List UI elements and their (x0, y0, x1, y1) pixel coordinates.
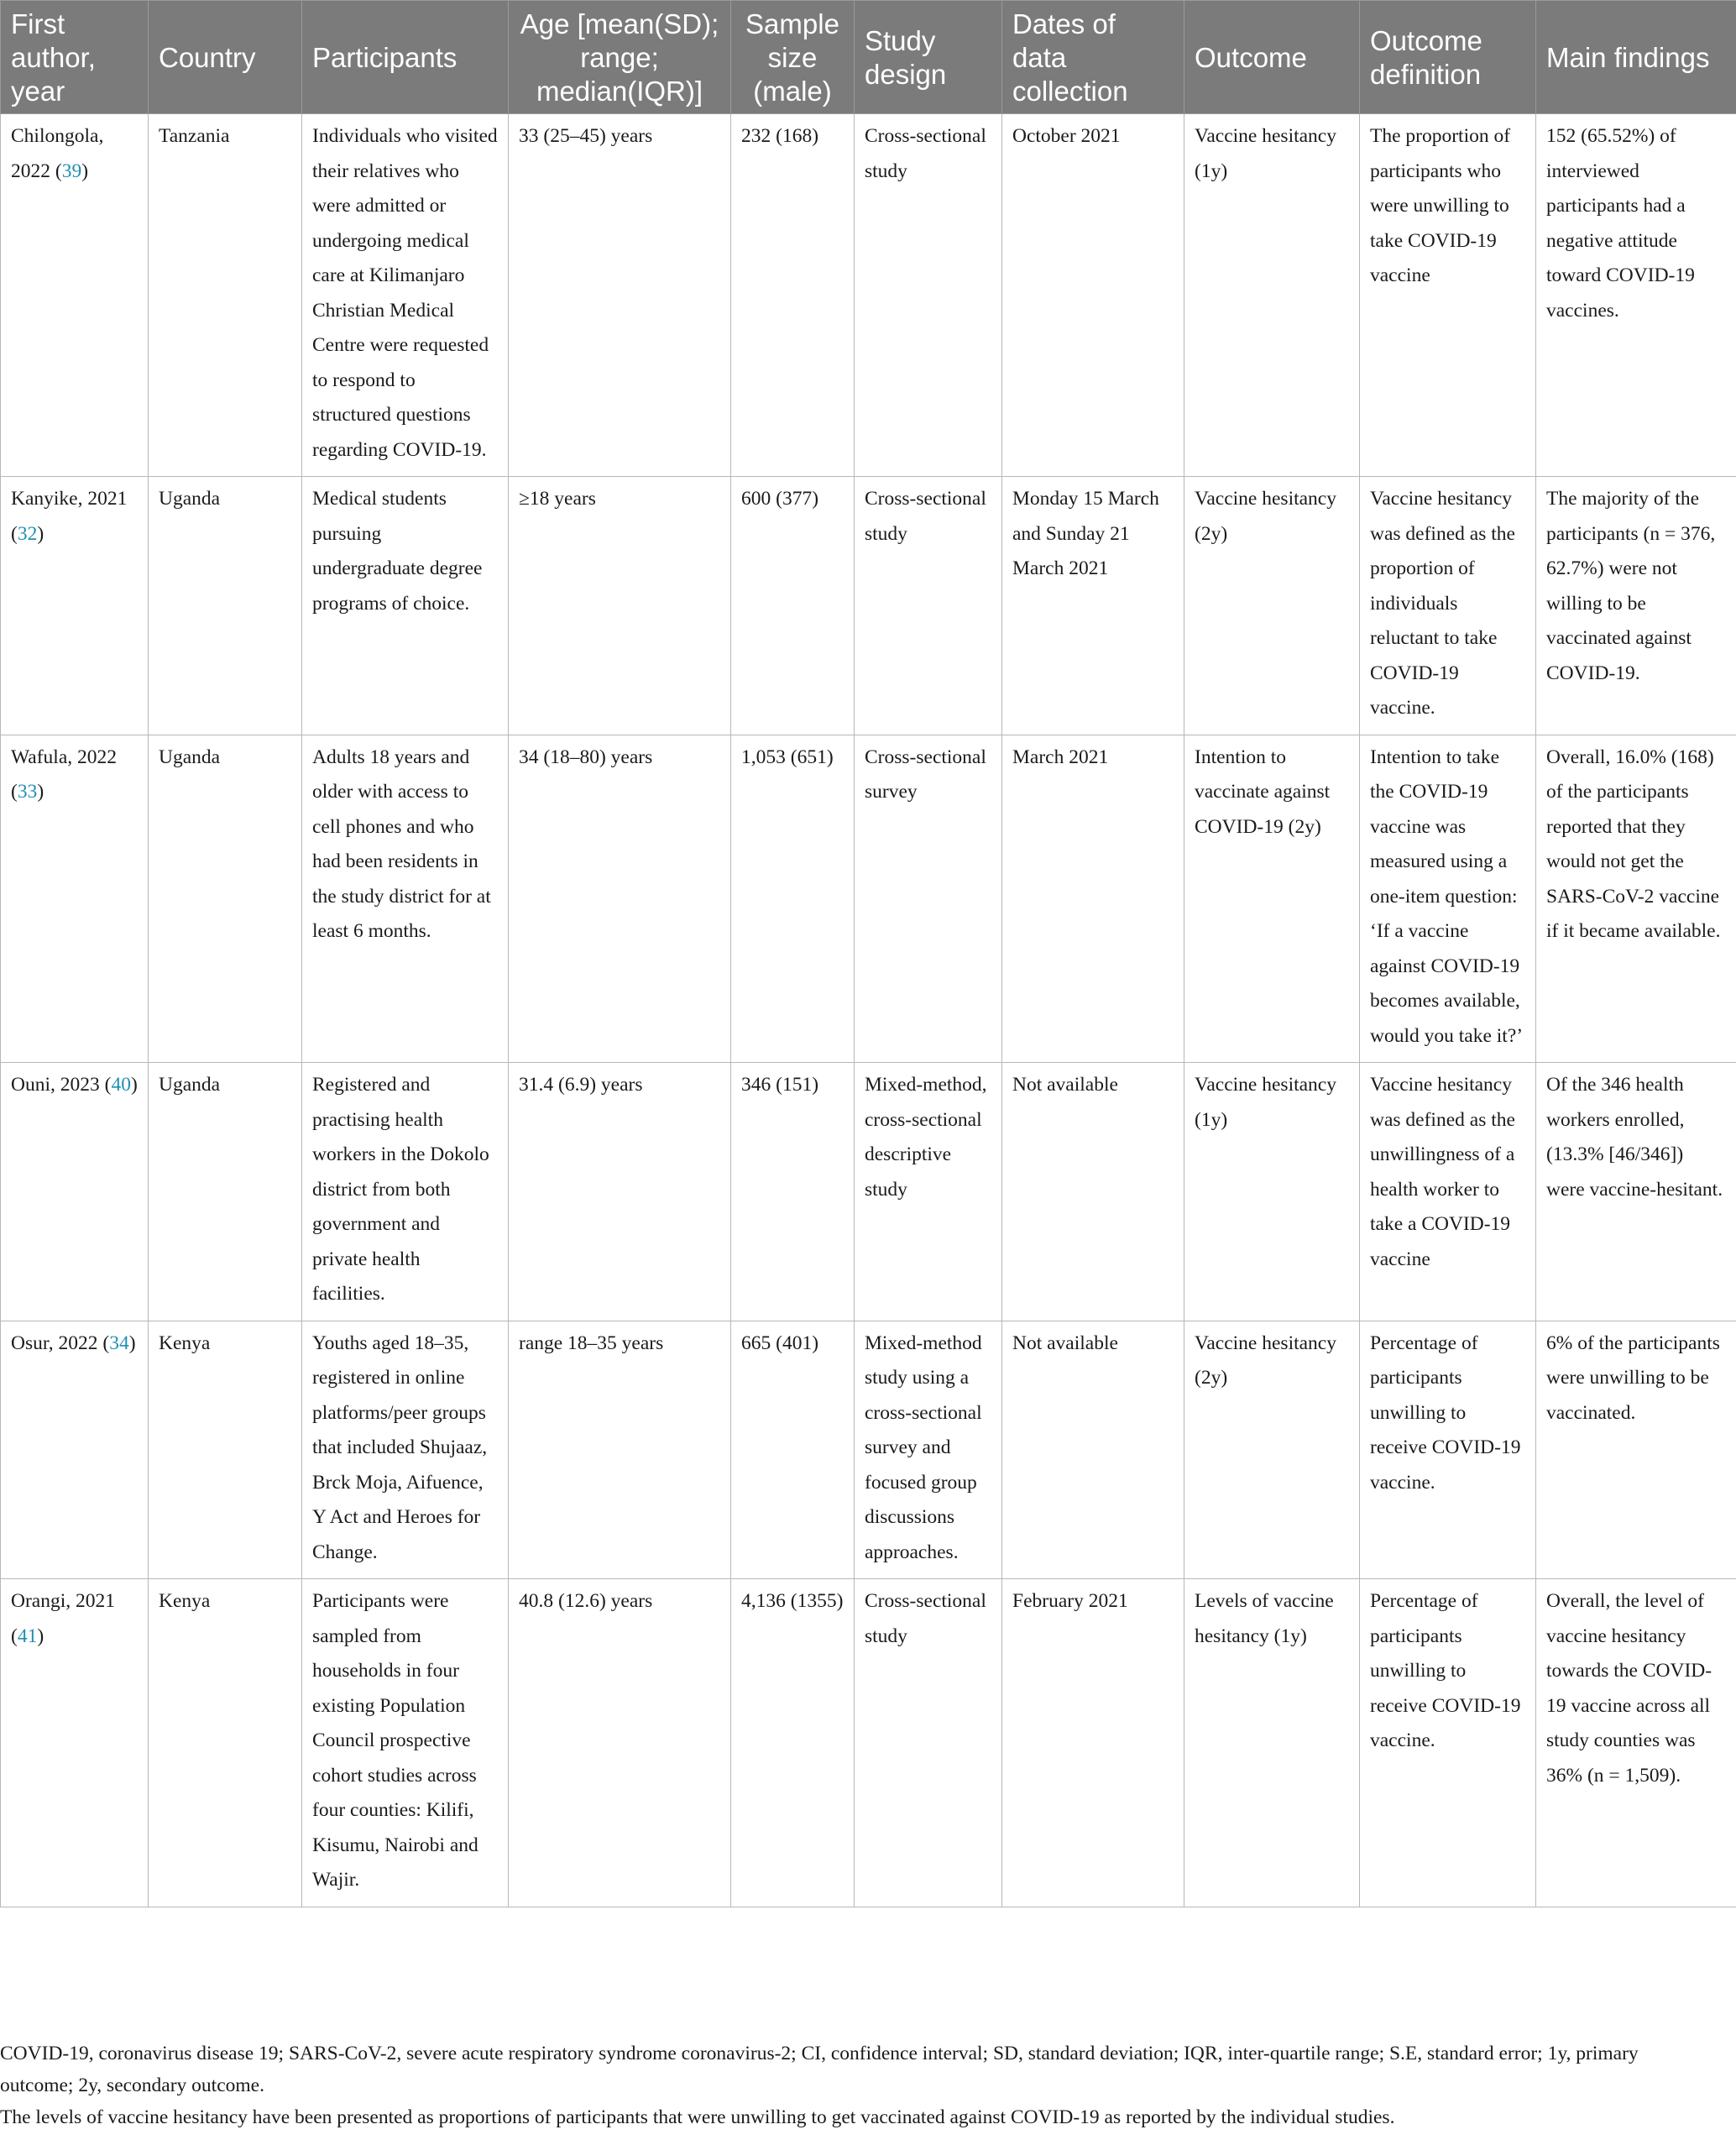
age-cell: 34 (18–80) years (509, 735, 731, 1063)
author-text: Kanyike, 2021 ( (11, 488, 128, 545)
participants-cell: Individuals who visited their relatives who were admitted or undergoing medical care at Kilimanjaro Christian Medical Centre were requested to respond to structured questions regarding COVID-19. (302, 114, 509, 477)
author-text: Osur, 2022 ( (11, 1332, 110, 1354)
reference-link[interactable]: 41 (17, 1625, 38, 1647)
author-cell: Osur, 2022 (34) (1, 1321, 149, 1579)
main-findings-cell: 152 (65.52%) of interviewed participants had a negative attitude toward COVID-19 vaccines. (1536, 114, 1736, 477)
outcome-cell: Vaccine hesitancy (2y) (1184, 477, 1360, 735)
author-cell: Kanyike, 2021 (32) (1, 477, 149, 735)
author-cell: Chilongola, 2022 (39) (1, 114, 149, 477)
sample-size-cell: 1,053 (651) (731, 735, 855, 1063)
age-cell: 33 (25–45) years (509, 114, 731, 477)
main-findings-cell: 6% of the participants were unwilling to be vaccinated. (1536, 1321, 1736, 1579)
age-cell: 40.8 (12.6) years (509, 1579, 731, 1907)
table-footnotes (0, 2038, 1712, 2133)
author-text: Ouni, 2023 ( (11, 1074, 112, 1096)
study-design-cell: Cross-sectional study (855, 1579, 1002, 1907)
col-header-age: Age [mean(SD); range; median(IQR)] (509, 1, 731, 114)
author-cell: Wafula, 2022 (33) (1, 735, 149, 1063)
dates-cell: February 2021 (1002, 1579, 1184, 1907)
outcome-definition-cell: Vaccine hesitancy was defined as the proportion of individuals reluctant to take COVID-19 vaccine. (1360, 477, 1536, 735)
sample-size-cell: 665 (401) (731, 1321, 855, 1579)
author-text: Orangi, 2021 ( (11, 1590, 116, 1647)
study-design-cell: Cross-sectional study (855, 477, 1002, 735)
col-header-outcome-definition: Outcome definition (1360, 1, 1536, 114)
header-row (1, 1, 1736, 114)
author-text: Wafula, 2022 ( (11, 746, 118, 803)
table-row (1, 114, 1736, 477)
participants-cell: Registered and practising health workers in the Dokolo district from both government and private health facilities. (302, 1063, 509, 1321)
table-row (1, 1321, 1736, 1579)
reference-link[interactable]: 32 (17, 522, 38, 545)
country-cell: Kenya (149, 1321, 302, 1579)
outcome-definition-cell: Intention to take the COVID-19 vaccine was measured using a one-item question: ‘If a vaccine against COVID-19 becomes available, would you take it?’ (1360, 735, 1536, 1063)
outcome-cell: Vaccine hesitancy (1y) (1184, 114, 1360, 477)
country-cell: Uganda (149, 1063, 302, 1321)
author-text: Chilongola, 2022 ( (11, 125, 104, 182)
dates-cell: Monday 15 March and Sunday 21 March 2021 (1002, 477, 1184, 735)
study-design-cell: Cross-sectional survey (855, 735, 1002, 1063)
sample-size-cell: 346 (151) (731, 1063, 855, 1321)
participants-cell: Participants were sampled from households in four existing Population Council prospective cohort studies across four counties: Kilifi, Kisumu, Nairobi and Wajir. (302, 1579, 509, 1907)
reference-link[interactable]: 34 (109, 1332, 129, 1354)
sample-size-cell: 600 (377) (731, 477, 855, 735)
hesitancy-note: The levels of vaccine hesitancy have been presented as proportions of participants that were unwilling to get vaccinated against COVID-19 as reported by the individual studies. (0, 2106, 1395, 2128)
main-findings-cell: The majority of the participants (n = 376, 62.7%) were not willing to be vaccinated against COVID-19. (1536, 477, 1736, 735)
main-findings-cell: Of the 346 health workers enrolled, (13.3% [46/346]) were vaccine-hesitant. (1536, 1063, 1736, 1321)
study-design-cell: Mixed-method study using a cross-sectional survey and focused group discussions approaches. (855, 1321, 1002, 1579)
sample-size-cell: 4,136 (1355) (731, 1579, 855, 1907)
participants-cell: Medical students pursuing undergraduate degree programs of choice. (302, 477, 509, 735)
main-findings-cell: Overall, the level of vaccine hesitancy towards the COVID-19 vaccine across all study counties was 36% (n = 1,509). (1536, 1579, 1736, 1907)
age-cell: range 18–35 years (509, 1321, 731, 1579)
outcome-cell: Levels of vaccine hesitancy (1y) (1184, 1579, 1360, 1907)
dates-cell: Not available (1002, 1321, 1184, 1579)
study-design-cell: Cross-sectional study (855, 114, 1002, 477)
country-cell: Kenya (149, 1579, 302, 1907)
dates-cell: March 2021 (1002, 735, 1184, 1063)
author-cell: Ouni, 2023 (40) (1, 1063, 149, 1321)
participants-cell: Youths aged 18–35, registered in online platforms/peer groups that included Shujaaz, Brck Moja, Aifuence, Y Act and Heroes for Change. (302, 1321, 509, 1579)
table-row (1, 1579, 1736, 1907)
country-cell: Uganda (149, 477, 302, 735)
reference-link[interactable]: 40 (111, 1074, 131, 1096)
country-cell: Tanzania (149, 114, 302, 477)
table-row (1, 477, 1736, 735)
outcome-cell: Vaccine hesitancy (1y) (1184, 1063, 1360, 1321)
study-design-cell: Mixed-method, cross-sectional descriptive study (855, 1063, 1002, 1321)
col-header-main-findings: Main findings (1536, 1, 1736, 114)
outcome-definition-cell: Percentage of participants unwilling to receive COVID-19 vaccine. (1360, 1579, 1536, 1907)
reference-link[interactable]: 33 (17, 781, 38, 803)
reference-link[interactable]: 39 (61, 160, 82, 182)
author-cell: Orangi, 2021 (41) (1, 1579, 149, 1907)
table-row (1, 735, 1736, 1063)
outcome-cell: Vaccine hesitancy (2y) (1184, 1321, 1360, 1579)
table-row (1, 1063, 1736, 1321)
dates-cell: Not available (1002, 1063, 1184, 1321)
age-cell: 31.4 (6.9) years (509, 1063, 731, 1321)
outcome-definition-cell: The proportion of participants who were unwilling to take COVID-19 vaccine (1360, 114, 1536, 477)
sample-size-cell: 232 (168) (731, 114, 855, 477)
country-cell: Uganda (149, 735, 302, 1063)
col-header-country: Country (149, 1, 302, 114)
col-header-participants: Participants (302, 1, 509, 114)
outcome-definition-cell: Percentage of participants unwilling to receive COVID-19 vaccine. (1360, 1321, 1536, 1579)
participants-cell: Adults 18 years and older with access to cell phones and who had been residents in the study district for at least 6 months. (302, 735, 509, 1063)
age-cell: ≥18 years (509, 477, 731, 735)
abbreviations-note: COVID-19, coronavirus disease 19; SARS-CoV-2, severe acute respiratory syndrome coronavirus-2; CI, confidence interval; SD, standard deviation; IQR, inter-quartile range; S.E, standard error; 1y, primary outcome; 2y, secondary outcome. (0, 2043, 1639, 2096)
col-header-outcome: Outcome (1184, 1, 1360, 114)
col-header-dates: Dates of data collection (1002, 1, 1184, 114)
col-header-sample-size: Sample size (male) (731, 1, 855, 114)
outcome-definition-cell: Vaccine hesitancy was defined as the unwillingness of a health worker to take a COVID-19 vaccine (1360, 1063, 1536, 1321)
col-header-author: First author, year (1, 1, 149, 114)
col-header-study-design: Study design (855, 1, 1002, 114)
main-findings-cell: Overall, 16.0% (168) of the participants reported that they would not get the SARS-CoV-2 vaccine if it became available. (1536, 735, 1736, 1063)
dates-cell: October 2021 (1002, 114, 1184, 477)
outcome-cell: Intention to vaccinate against COVID-19 (2y) (1184, 735, 1360, 1063)
